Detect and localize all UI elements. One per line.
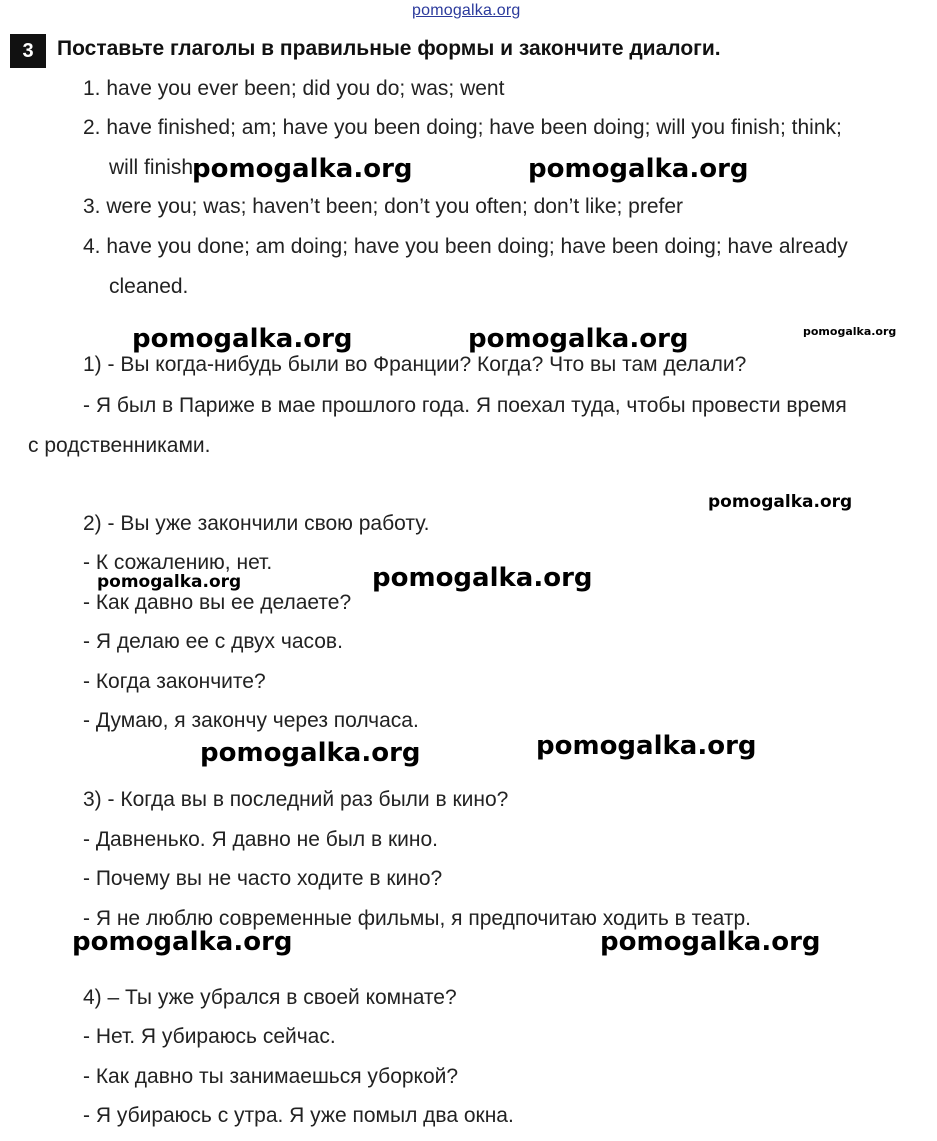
watermark: pomogalka.org [192,154,413,184]
dialogue-line: - Как давно ты занимаешься уборкой? [83,1065,459,1088]
answer-line: 3. were you; was; haven’t been; don’t you often; don’t like; prefer [83,195,684,218]
answer-line: 4. have you done; am doing; have you been doing; have been doing; have already [83,235,848,258]
dialogue-line: - Когда закончите? [83,670,266,693]
dialogue-line: - К сожалению, нет. [83,551,273,574]
task-number-badge: 3 [10,34,46,68]
watermark: pomogalka.org [708,492,853,512]
watermark: pomogalka.org [372,563,593,593]
task-title: Поставьте глаголы в правильные формы и закончите диалоги. [57,37,721,60]
watermark: pomogalka.org [132,324,353,354]
watermark: pomogalka.org [600,927,821,957]
watermark: pomogalka.org [528,154,749,184]
dialogue-line: - Как давно вы ее делаете? [83,591,352,614]
dialogue-line: - Давненько. Я давно не был в кино. [83,828,439,851]
dialogue-line: 3) - Когда вы в последний раз были в кино? [83,788,509,811]
watermark: pomogalka.org [200,738,421,768]
answer-line: 2. have finished; am; have you been doing; have been doing; will you finish; think; [83,116,842,139]
dialogue-line: с родственниками. [28,434,211,457]
answer-line: cleaned. [109,275,189,298]
watermark: pomogalka.org [803,325,897,338]
dialogue-line: 1) - Вы когда-нибудь были во Франции? Когда? Что вы там делали? [83,353,747,376]
dialogue-line: - Я не люблю современные фильмы, я предпочитаю ходить в театр. [83,907,752,930]
dialogue-line: 2) - Вы уже закончили свою работу. [83,512,430,535]
dialogue-line: - Думаю, я закончу через полчаса. [83,709,419,732]
answer-line: 1. have you ever been; did you do; was; went [83,77,505,100]
watermark: pomogalka.org [468,324,689,354]
watermark: pomogalka.org [72,927,293,957]
dialogue-line: 4) – Ты уже убрался в своей комнате? [83,986,457,1009]
dialogue-line: - Я делаю ее с двух часов. [83,630,343,653]
dialogue-line: - Нет. Я убираюсь сейчас. [83,1025,336,1048]
dialogue-line: - Я убираюсь с утра. Я уже помыл два окна. [83,1104,514,1127]
dialogue-line: - Почему вы не часто ходите в кино? [83,867,443,890]
site-link[interactable]: pomogalka.org [412,2,521,19]
answer-line: will finish [109,156,194,179]
watermark: pomogalka.org [536,731,757,761]
dialogue-line: - Я был в Париже в мае прошлого года. Я поехал туда, чтобы провести время [83,394,847,417]
watermark: pomogalka.org [97,572,242,592]
